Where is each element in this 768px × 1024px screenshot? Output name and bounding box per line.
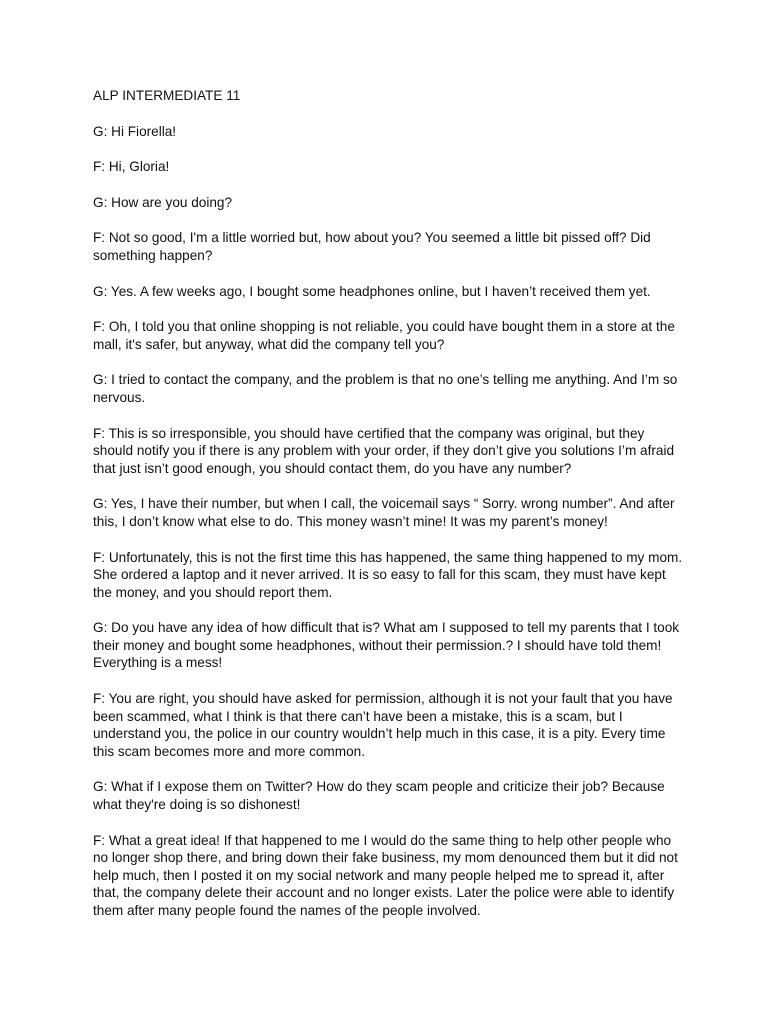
dialogue-line-5: G: Yes. A few weeks ago, I bought some headphones online, but I haven’t received them yet. [93,283,651,299]
dialogue-line-9: G: Yes, I have their number, but when I call, the voicemail says “ Sorry. wrong number”. And after this, I don’t know what else to do. This money wasn’t mine! It was my parent’s money! [93,496,675,529]
dialogue-line-11: G: Do you have any idea of how difficult that is? What am I supposed to tell my parents that I took their money and bought some headphones, without their permission.? I should have told them! Everything is a mess! [93,620,680,671]
dialogue-line-3: G: How are you doing? [93,194,233,210]
dialogue-line-1: G: Hi Fiorella! [93,123,177,139]
dialogue-line-2: F: Hi, Gloria! [93,159,170,175]
document-page [93,87,683,938]
dialogue-line-13: G: What if I expose them on Twitter? How do they scam people and criticize their job? Because what they're doing is so dishonest! [93,779,665,813]
dialogue-line-10: F: Unfortunately, this is not the first time this has happened, the same thing happened to my mom. She ordered a laptop and it never arrived. It is so easy to fall for this scam, they must have kept the money, and you should report them. [93,549,683,600]
dialogue-line-6: F: Oh, I told you that online shopping is not reliable, you could have bought them in a store at the mall, it's safer, but anyway, what did the company tell you? [93,319,675,352]
dialogue-line-4: F: Not so good, I'm a little worried but, how about you? You seemed a little bit pissed off? Did something happen? [93,230,651,263]
dialogue-line-7: G: I tried to contact the company, and the problem is that no one’s telling me anything. And I’m so nervous. [93,372,678,405]
dialogue-line-14: F: What a great idea! If that happened to me I would do the same thing to help other people who no longer shop there, and bring down their fake business, my mom denounced them but it did not help much, then I posted it on my social network and many people helped me to spread it, after that, the company delete their account and no longer exists. Later the police were able to identify them after many people found the names of the people involved. [93,832,678,918]
dialogue-line-12: F: You are right, you should have asked for permission, although it is not your fault that you have been scammed, what I think is that there can’t have been a mistake, this is a scam, but I understand you, the police in our country wouldn’t help much in this case, it is a pity. Every time this scam becomes more and more common. [93,691,673,759]
dialogue-line-8: F: This is so irresponsible, you should have certified that the company was original, but they should notify you if there is any problem with your order, if they don’t give you solutions I’m afraid that just isn’t good enough, you should contact them, do you have any number? [93,425,675,476]
document-title: ALP INTERMEDIATE 11 [93,88,241,103]
